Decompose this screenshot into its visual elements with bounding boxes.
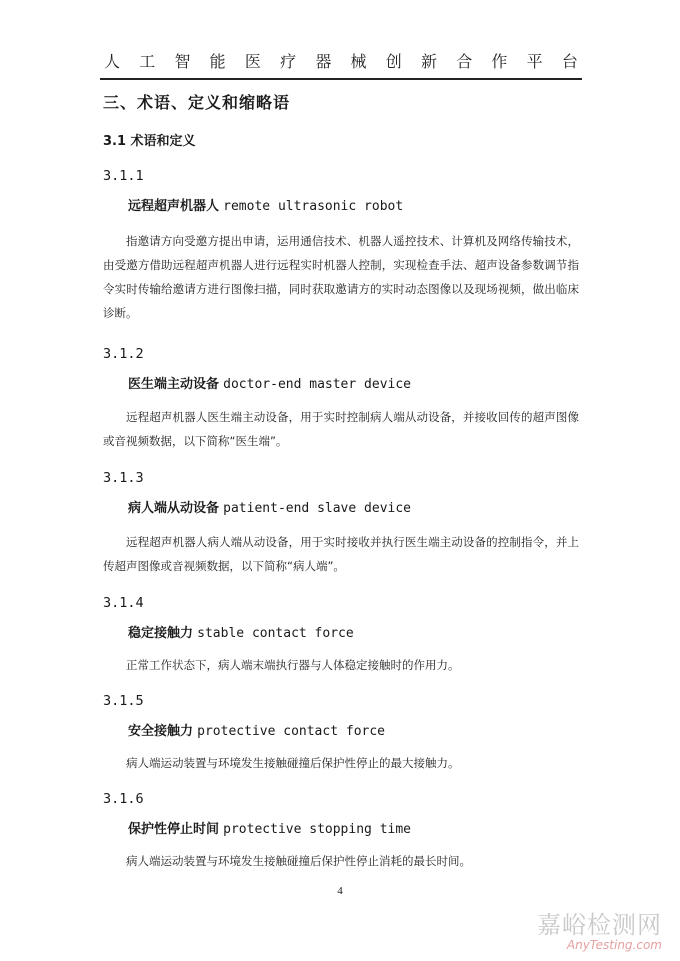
watermark-text: 嘉峪检测网 bbox=[537, 911, 662, 939]
header-char: 疗 bbox=[280, 51, 297, 71]
header-char: 医 bbox=[244, 51, 261, 71]
header-char: 械 bbox=[350, 51, 367, 71]
term-name-en: stable contact force bbox=[197, 626, 354, 641]
header-char: 智 bbox=[174, 51, 191, 71]
page-number: 4 bbox=[337, 885, 343, 897]
term-number: 3.1.4 bbox=[103, 595, 144, 611]
term-definition: 正常工作状态下，病人端末端执行器与人体稳定接触时的作用力。 bbox=[126, 658, 460, 672]
term-definition: 病人端运动装置与环境发生接触碰撞后保护性停止消耗的最长时间。 bbox=[126, 854, 471, 868]
term-name-zh: 保护性停止时间 bbox=[128, 822, 220, 837]
term-definition: 远程超声机器人医生端主动设备，用于实时控制病人端从动设备，并接收回传的超声图像或音视频数据，以下简称“医生端”。 bbox=[103, 410, 579, 448]
term-name bbox=[128, 195, 403, 214]
watermark-url: AnyTesting.com bbox=[566, 938, 662, 952]
term-name-zh: 安全接触力 bbox=[128, 724, 194, 739]
header-char: 平 bbox=[526, 51, 543, 71]
page-header bbox=[104, 45, 578, 75]
watermark-logo bbox=[537, 905, 662, 952]
term-definition: 指邀请方向受邀方提出申请，运用通信技术、机器人遥控技术、计算机及网络传输技术，由受邀方借助远程超声机器人进行远程实时机器人控制，实现检查手法、超声设备参数调节指令实时传输给邀请方进行图像扫描，同时获取邀请方的实时动态图像以及现场视频，做出临床诊断。 bbox=[103, 234, 579, 320]
term-name-en: patient-end slave device bbox=[223, 501, 411, 516]
header-divider bbox=[100, 78, 582, 80]
subsection-title: 3.1 术语和定义 bbox=[103, 134, 196, 149]
header-char: 工 bbox=[139, 51, 156, 71]
term-number: 3.1.6 bbox=[103, 791, 144, 807]
term-definition: 病人端运动装置与环境发生接触碰撞后保护性停止的最大接触力。 bbox=[126, 756, 460, 770]
term-number: 3.1.5 bbox=[103, 693, 144, 709]
header-char: 新 bbox=[420, 51, 437, 71]
header-char: 器 bbox=[315, 51, 332, 71]
term-name bbox=[128, 720, 385, 739]
header-char: 创 bbox=[385, 51, 402, 71]
term-name bbox=[128, 622, 354, 641]
term-name-en: protective stopping time bbox=[223, 822, 411, 837]
term-name-en: protective contact force bbox=[197, 724, 385, 739]
term-name-en: doctor-end master device bbox=[223, 377, 411, 392]
header-char: 作 bbox=[491, 51, 508, 71]
term-name-zh: 病人端从动设备 bbox=[128, 501, 220, 516]
term-name bbox=[128, 373, 411, 392]
header-char: 台 bbox=[561, 51, 578, 71]
section-title: 三、术语、定义和缩略语 bbox=[103, 93, 291, 112]
header-char: 人 bbox=[104, 51, 121, 71]
term-number: 3.1.2 bbox=[103, 346, 144, 362]
header-char: 合 bbox=[456, 51, 473, 71]
term-definition: 远程超声机器人病人端从动设备，用于实时接收并执行医生端主动设备的控制指令，并上传超声图像或音视频数据，以下简称“病人端”。 bbox=[103, 535, 579, 573]
term-name bbox=[128, 818, 411, 837]
term-number: 3.1.1 bbox=[103, 168, 144, 184]
term-name-zh: 远程超声机器人 bbox=[128, 199, 220, 214]
term-name bbox=[128, 497, 411, 516]
term-name-en: remote ultrasonic robot bbox=[223, 199, 404, 214]
header-char: 能 bbox=[209, 51, 226, 71]
term-number: 3.1.3 bbox=[103, 470, 144, 486]
term-name-zh: 医生端主动设备 bbox=[128, 377, 220, 392]
term-name-zh: 稳定接触力 bbox=[128, 626, 194, 641]
